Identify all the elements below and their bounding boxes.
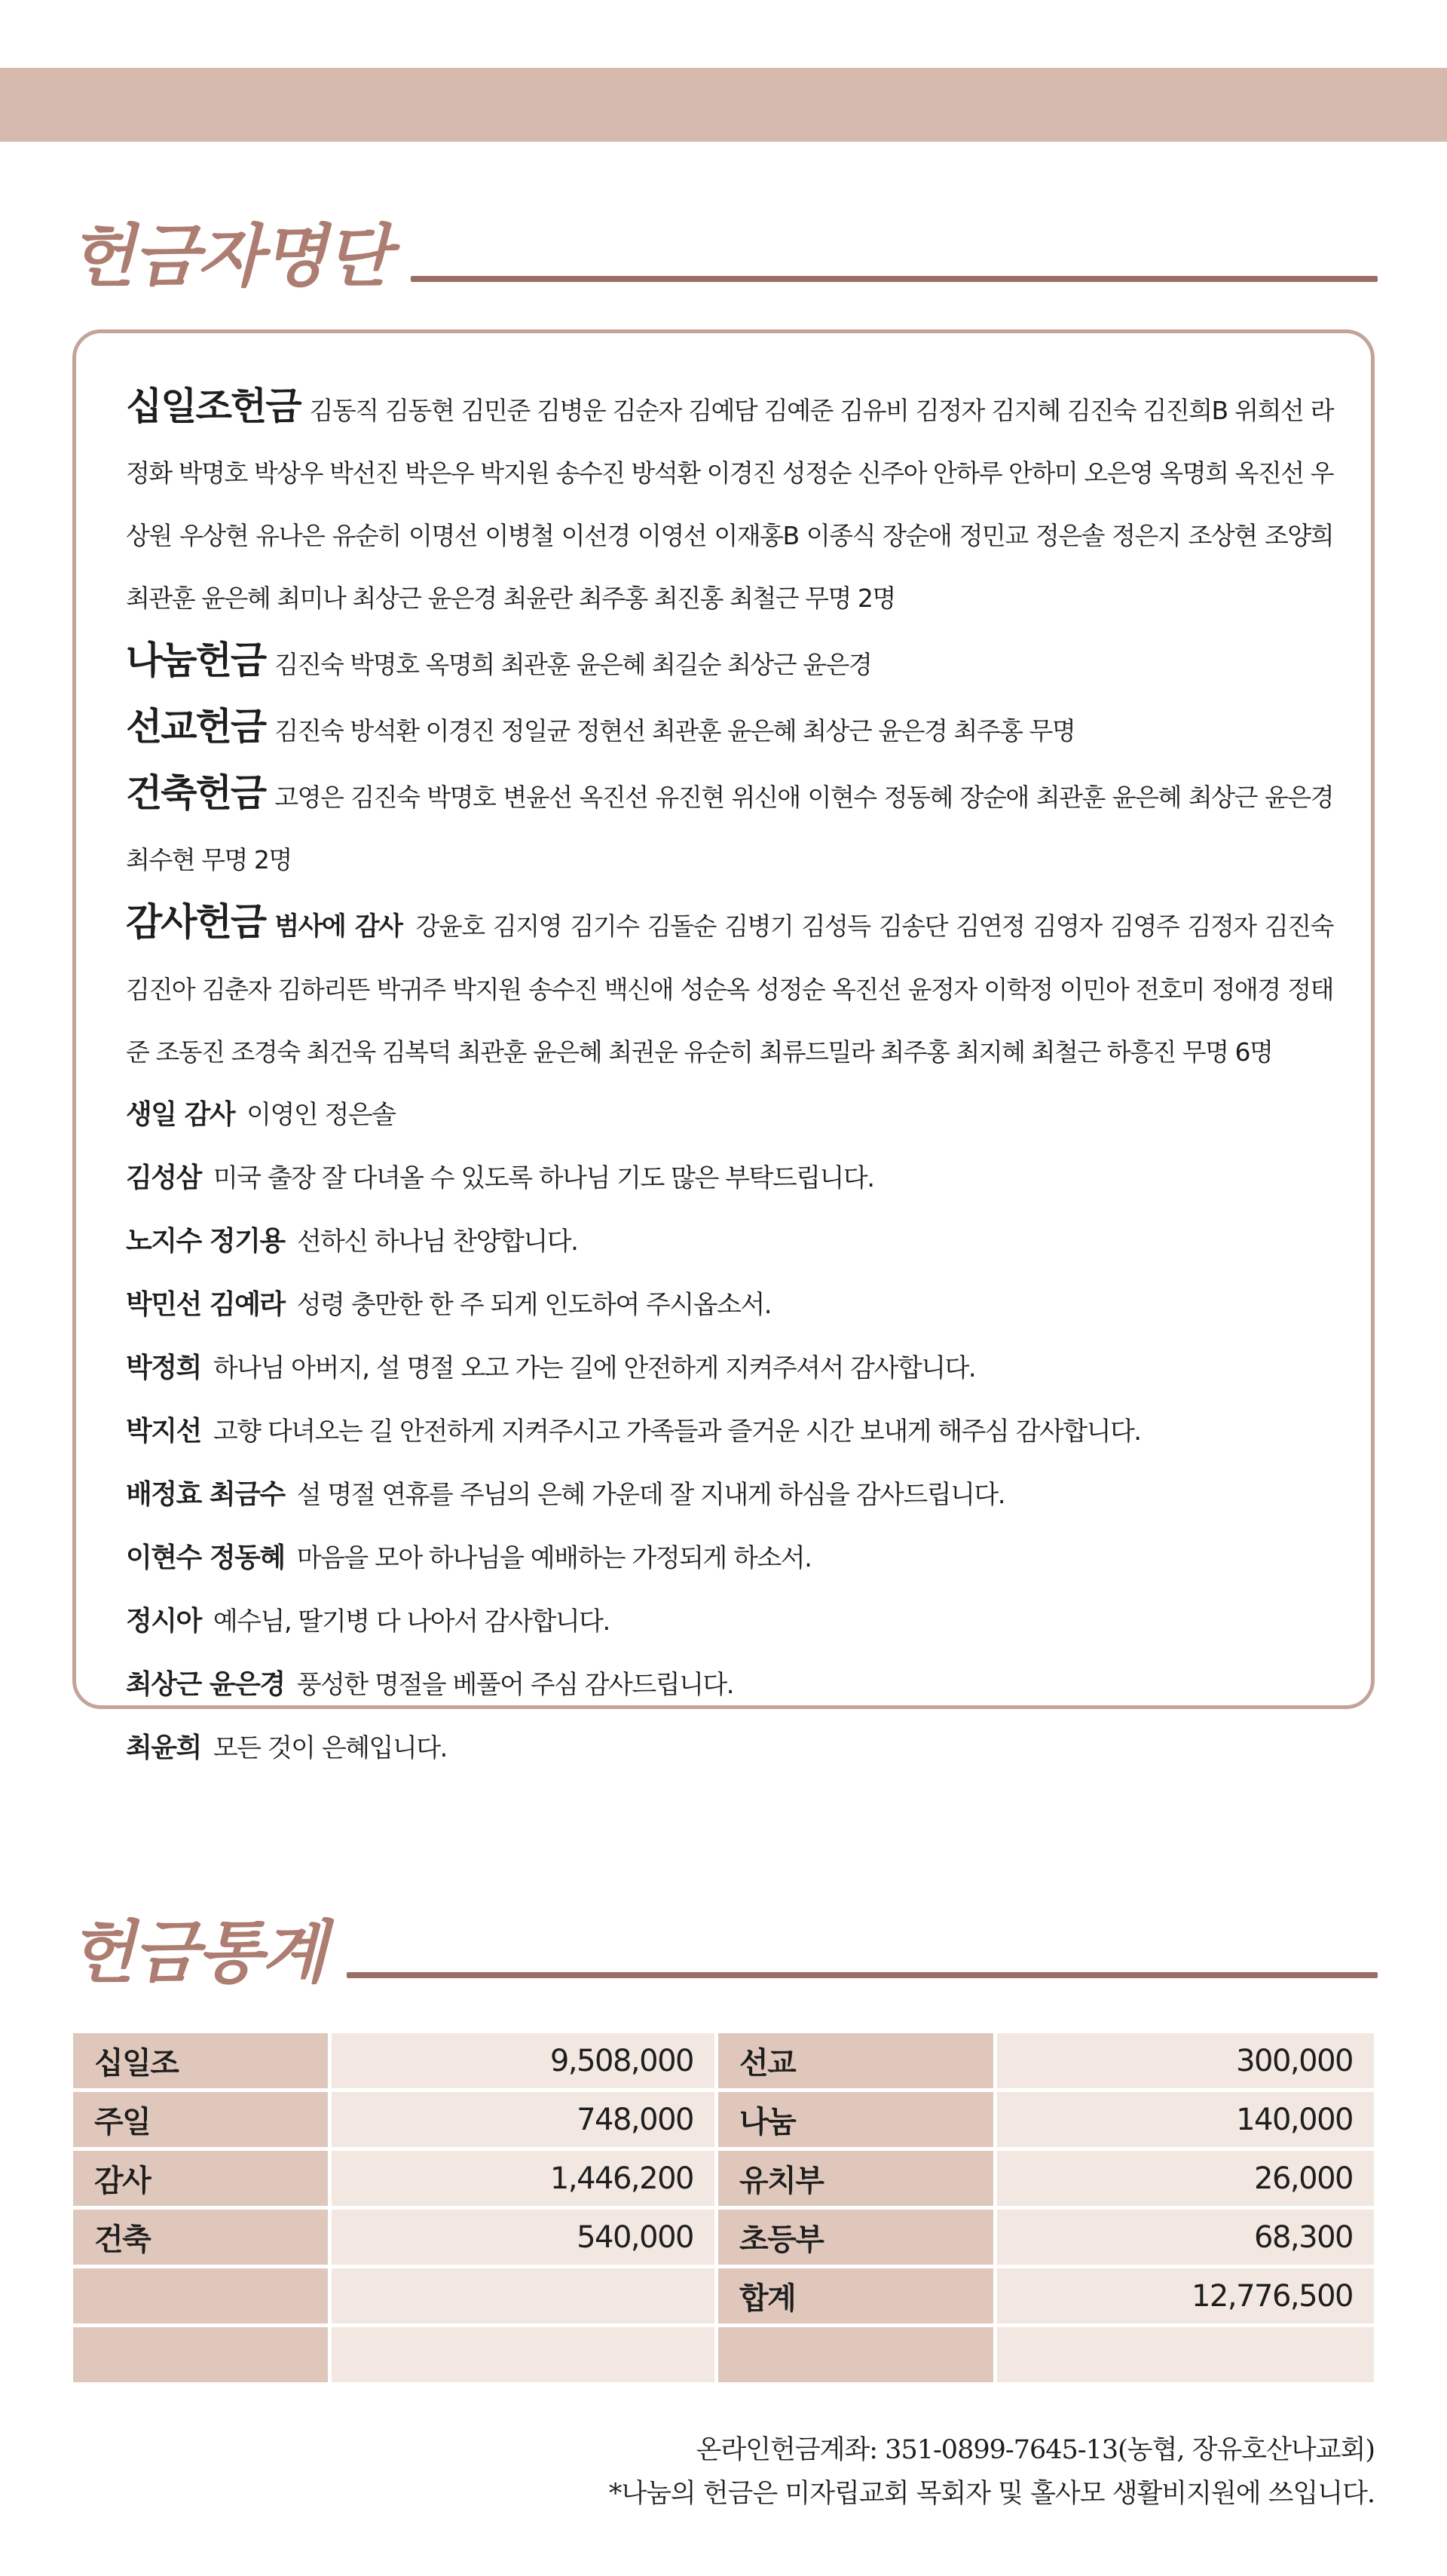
prayer-text: 하나님 아버지, 설 명절 오고 가는 길에 안전하게 지켜주셔서 감사합니다. bbox=[213, 1353, 976, 1383]
prayer-item bbox=[126, 1083, 1333, 1147]
stat-value bbox=[332, 2268, 714, 2323]
stat-value bbox=[332, 2327, 714, 2382]
donor-category-sharing bbox=[126, 629, 1333, 696]
table-row bbox=[73, 2268, 1374, 2323]
table-row bbox=[73, 2210, 1374, 2265]
prayer-item bbox=[126, 1273, 1333, 1337]
offering-stats-heading bbox=[69, 1913, 1378, 1992]
prayer-name: 박민선 김예라 bbox=[126, 1289, 285, 1320]
prayer-name: 김성삼 bbox=[126, 1162, 201, 1193]
stat-value: 9,508,000 bbox=[332, 2033, 714, 2088]
prayer-name: 박정희 bbox=[126, 1352, 201, 1383]
prayer-item bbox=[126, 1653, 1333, 1717]
stat-value: 540,000 bbox=[332, 2210, 714, 2265]
prayer-name: 생일 감사 bbox=[126, 1099, 235, 1130]
prayer-name: 정시아 bbox=[126, 1606, 201, 1637]
table-row bbox=[73, 2327, 1374, 2382]
prayer-text: 모든 것이 은혜입니다. bbox=[213, 1733, 447, 1763]
sharing-offering-note: *나눔의 헌금은 미자립교회 목회자 및 홀사모 생활비지원에 쓰입니다. bbox=[608, 2479, 1375, 2509]
category-label: 선교헌금 bbox=[126, 705, 266, 749]
heading-rule bbox=[347, 1972, 1378, 1978]
table-row bbox=[73, 2033, 1374, 2088]
prayer-name: 이현수 정동혜 bbox=[126, 1542, 285, 1573]
donor-category-building bbox=[126, 762, 1333, 891]
stat-value: 1,446,200 bbox=[332, 2151, 714, 2206]
stat-label bbox=[73, 2268, 328, 2323]
table-row bbox=[73, 2092, 1374, 2147]
stat-value bbox=[997, 2327, 1374, 2382]
top-banner-band bbox=[0, 68, 1447, 142]
prayer-text: 이영인 정은솔 bbox=[246, 1100, 396, 1130]
donor-names: 고영은 김진숙 박명호 변윤선 옥진선 유진현 위신애 이현수 정동혜 장순애 최관훈 윤은혜 최상근 윤은경 최수현 무명 2명 bbox=[126, 783, 1333, 874]
donor-names: 김진숙 박명호 옥명희 최관훈 윤은혜 최길순 최상근 윤은경 bbox=[274, 650, 872, 679]
prayer-text: 예수님, 딸기병 다 나아서 감사합니다. bbox=[213, 1607, 610, 1637]
category-label: 나눔헌금 bbox=[126, 639, 266, 682]
heading-rule bbox=[411, 276, 1378, 282]
prayer-text: 마음을 모아 하나님을 예배하는 가정되게 하소서. bbox=[296, 1543, 812, 1573]
stat-value: 26,000 bbox=[997, 2151, 1374, 2206]
stat-label: 초등부 bbox=[718, 2210, 993, 2265]
prayer-name: 박지선 bbox=[126, 1416, 201, 1447]
prayer-text: 고향 다녀오는 길 안전하게 지켜주시고 가족들과 즐거운 시간 보내게 해주심 감사합니다. bbox=[213, 1417, 1141, 1447]
donor-names: 김동직 김동현 김민준 김병운 김순자 김예담 김예준 김유비 김정자 김지혜 김진숙 김진희B 위희선 라정화 박명호 박상우 박선진 박은우 박지원 송수진 방석환 이경진 성정순 신주아 안하루 안하미 오은영 옥명희 옥진선 우상원 우상현 유나은 유순히 이명선 이병철 이선경 이영선 이재홍B 이종식 장순애 정민교 정은솔 정은지 조상현 조양희 최관훈 윤은혜 최미나 최상근 윤은경 최윤란 최주홍 최진홍 최철근 무명 2명 bbox=[126, 396, 1333, 613]
stat-label: 주일 bbox=[73, 2092, 328, 2147]
prayer-item bbox=[126, 1337, 1333, 1400]
stat-label: 감사 bbox=[73, 2151, 328, 2206]
stat-label bbox=[718, 2327, 993, 2382]
prayer-item bbox=[126, 1147, 1333, 1210]
prayer-item bbox=[126, 1590, 1333, 1653]
prayer-item bbox=[126, 1400, 1333, 1463]
category-sublabel: 범사에 감사 bbox=[274, 911, 402, 942]
prayer-text: 선하신 하나님 찬양합니다. bbox=[296, 1227, 578, 1257]
stat-label bbox=[73, 2327, 328, 2382]
stat-label: 나눔 bbox=[718, 2092, 993, 2147]
donor-category-mission bbox=[126, 696, 1333, 762]
stat-value: 300,000 bbox=[997, 2033, 1374, 2088]
prayer-text: 미국 출장 잘 다녀올 수 있도록 하나님 기도 많은 부탁드립니다. bbox=[213, 1163, 874, 1193]
prayer-item bbox=[126, 1463, 1333, 1527]
donor-category-tithe bbox=[126, 375, 1333, 629]
category-label: 십일조헌금 bbox=[126, 384, 301, 428]
offering-stats-title: 헌금통계 bbox=[69, 1913, 326, 1992]
stat-label: 선교 bbox=[718, 2033, 993, 2088]
donor-category-thanksgiving bbox=[126, 891, 1333, 1083]
prayer-text: 풍성한 명절을 베풀어 주심 감사드립니다. bbox=[296, 1670, 734, 1700]
online-account-note: 온라인헌금계좌: 351-0899-7645-13(농협, 장유호산나교회) bbox=[696, 2435, 1375, 2465]
table-row bbox=[73, 2151, 1374, 2206]
prayer-item bbox=[126, 1527, 1333, 1590]
donor-list-title: 헌금자명단 bbox=[69, 217, 390, 296]
prayer-item bbox=[126, 1717, 1333, 1780]
stat-label: 십일조 bbox=[73, 2033, 328, 2088]
category-label: 감사헌금 bbox=[126, 900, 266, 944]
donor-list-heading bbox=[69, 217, 1378, 296]
stat-value: 140,000 bbox=[997, 2092, 1374, 2147]
donor-names: 김진숙 방석환 이경진 정일균 정현선 최관훈 윤은혜 최상근 윤은경 최주홍 무명 bbox=[274, 716, 1075, 746]
prayer-text: 성령 충만한 한 주 되게 인도하여 주시옵소서. bbox=[296, 1290, 772, 1320]
donor-list-box bbox=[72, 329, 1375, 1763]
prayer-item bbox=[126, 1210, 1333, 1273]
stat-label: 건축 bbox=[73, 2210, 328, 2265]
donor-names: 강윤호 김지영 김기수 김돌순 김병기 김성득 김송단 김연정 김영자 김영주 김정자 김진숙 김진아 김춘자 김하리뜬 박귀주 박지원 송수진 백신애 성순옥 성정순 옥진선 윤정자 이학정 이민아 전호미 정애경 정태준 조동진 조경숙 최건욱 김복덕 최관훈 윤은혜 최권운 유순히 최류드밀라 최주홍 최지혜 최철근 하흥진 무명 6명 bbox=[126, 911, 1333, 1067]
stat-value: 748,000 bbox=[332, 2092, 714, 2147]
offering-stats-table bbox=[69, 2029, 1378, 2386]
prayer-name: 최상근 윤은경 bbox=[126, 1669, 285, 1700]
prayer-name: 배정효 최금수 bbox=[126, 1479, 285, 1510]
stat-total-value: 12,776,500 bbox=[997, 2268, 1374, 2323]
prayer-text: 설 명절 연휴를 주님의 은혜 가운데 잘 지내게 하심을 감사드립니다. bbox=[296, 1480, 1005, 1510]
prayer-name: 최윤희 bbox=[126, 1732, 201, 1763]
stat-label: 유치부 bbox=[718, 2151, 993, 2206]
stat-total-label: 합계 bbox=[718, 2268, 993, 2323]
prayer-name: 노지수 정기용 bbox=[126, 1226, 285, 1257]
category-label: 건축헌금 bbox=[126, 771, 266, 815]
stat-value: 68,300 bbox=[997, 2210, 1374, 2265]
